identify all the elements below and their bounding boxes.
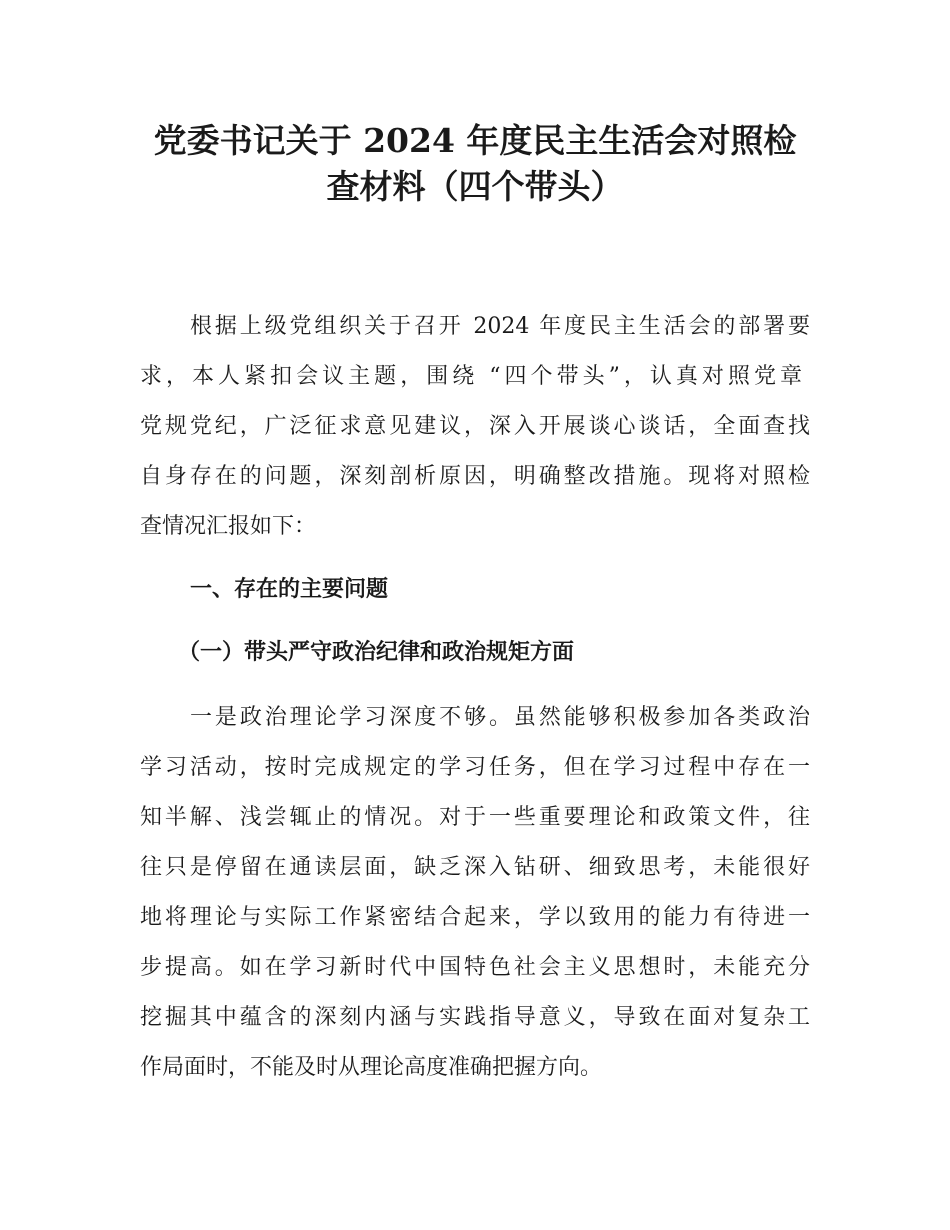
para1-line-6: 步提高。如在学习新时代中国特色社会主义思想时，未能充分 [140, 955, 810, 980]
section-heading-problems: 一、存在的主要问题 [190, 577, 389, 602]
document-title-line-2: 查材料（四个带头） [326, 167, 624, 206]
subsection-heading-political-discipline: （一）带头严守政治纪律和政治规矩方面 [178, 640, 575, 665]
para1-line-8: 作局面时，不能及时从理论高度准确把握方向。 [140, 1055, 603, 1080]
intro-line-3: 党规党纪，广泛征求意见建议，深入开展谈心谈话，全面查找 [140, 414, 810, 439]
para1-line-3: 知半解、浅尝辄止的情况。对于一些重要理论和政策文件，往 [140, 805, 810, 830]
intro-line-2: 求，本人紧扣会议主题，围绕 “四个带头”，认真对照党章 [140, 364, 802, 389]
para1-line-7: 挖掘其中蕴含的深刻内涵与实践指导意义，导致在面对复杂工 [140, 1005, 810, 1030]
document-title-line-1: 党委书记关于 2024 年度民主生活会对照检 [153, 121, 797, 160]
para1-line-1: 一是政治理论学习深度不够。虽然能够积极参加各类政治 [190, 705, 810, 730]
intro-line-4: 自身存在的问题，深刻剖析原因，明确整改措施。现将对照检 [140, 464, 810, 489]
para1-line-2: 学习活动，按时完成规定的学习任务，但在学习过程中存在一 [140, 755, 810, 780]
intro-line-5: 查情况汇报如下： [140, 514, 317, 539]
para1-line-5: 地将理论与实际工作紧密结合起来，学以致用的能力有待进一 [140, 905, 810, 930]
intro-line-1: 根据上级党组织关于召开 2024 年度民主生活会的部署要 [190, 314, 810, 339]
para1-line-4: 往只是停留在通读层面，缺乏深入钻研、细致思考，未能很好 [140, 855, 810, 880]
